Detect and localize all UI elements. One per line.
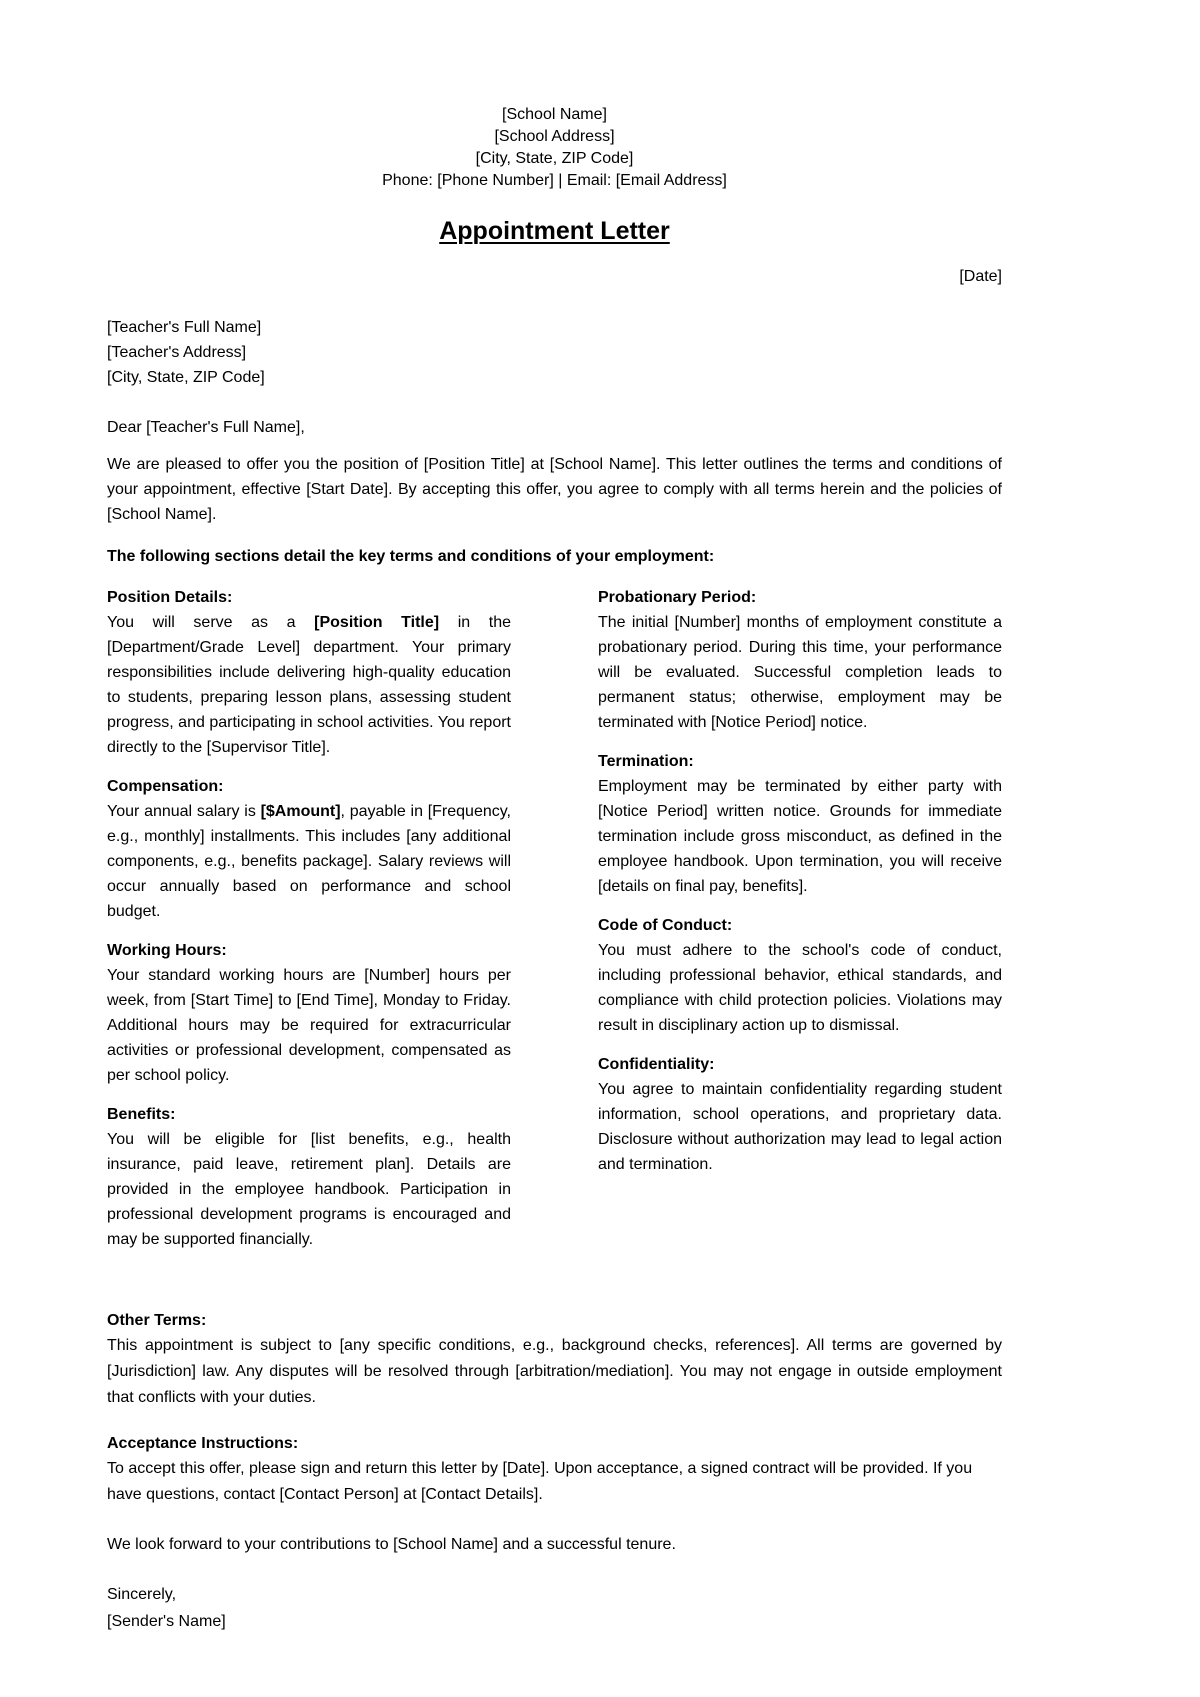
section-body: You agree to maintain confidentiality regarding student information, school operations, and proprietary data. Disclosure without authorization may lead to legal action and termination. [598, 1081, 1002, 1173]
intro-paragraph: We are pleased to offer you the position of [Position Title] at [School Name]. This letter outlines the terms and conditions of your appointment, effective [Start Date]. By accepting this offer, you agree to comply with all terms herein and the policies of [School Name]. [107, 456, 1002, 523]
section-heading: Position Details: [107, 589, 233, 606]
section-heading: Acceptance Instructions: [107, 1435, 299, 1452]
signoff-block [107, 1581, 1002, 1635]
text-line: [School Name] [502, 106, 607, 123]
section-heading: Benefits: [107, 1106, 176, 1123]
text-line: [City, State, ZIP Code] [107, 369, 265, 386]
text-line: [City, State, ZIP Code] [475, 150, 634, 167]
text-line: [Teacher's Address] [107, 344, 247, 361]
section-body: You will be eligible for [list benefits, e.g., health insurance, paid leave, retirement plan]. Details are provided in the employee handbook. Participation in professional development programs is encouraged and may be supported financially. [107, 1131, 511, 1248]
text-line: [Sender's Name] [107, 1613, 226, 1630]
salutation: Dear [Teacher's Full Name], [107, 419, 305, 436]
terms-section [598, 913, 1002, 1038]
page-title: Appointment Letter [439, 217, 670, 245]
terms-columns [107, 585, 1002, 1266]
terms-section [107, 774, 511, 924]
text-line: [School Address] [494, 128, 615, 145]
sections-lead-line: The following sections detail the key terms and conditions of your employment: [107, 548, 715, 565]
section-body: This appointment is subject to [any specific conditions, e.g., background checks, references]. All terms are governed by [Jurisdiction] law. Any disputes will be resolved through [arbitration/mediation]. You may not engage in outside employment that conflicts with your duties. [107, 1337, 1002, 1406]
section-heading: Confidentiality: [598, 1056, 715, 1073]
terms-section [107, 938, 511, 1088]
date-line: [Date] [959, 268, 1002, 285]
recipient-block [107, 315, 1002, 390]
section-body: To accept this offer, please sign and return this letter by [Date]. Upon acceptance, a signed contract will be provided. If you have questions, contact [Contact Person] at [Contact Details]. [107, 1460, 973, 1503]
terms-section [598, 1052, 1002, 1177]
section-body: Employment may be terminated by either party with [Notice Period] written notice. Grounds for immediate termination include gross misconduct, as defined in the employee handbook. Upon termination, you will receive [details on final pay, benefits]. [598, 778, 1002, 895]
other-terms-section [107, 1308, 1002, 1411]
text-line: [Teacher's Full Name] [107, 319, 262, 336]
section-body: Your standard working hours are [Number] hours per week, from [Start Time] to [End Time], Monday to Friday. Additional hours may be required for extracurricular activities or professional development, compensated as per school policy. [107, 967, 511, 1084]
terms-section [598, 749, 1002, 899]
section-body: You must adhere to the school's code of conduct, including professional behavior, ethical standards, and compliance with child protection policies. Violations may result in disciplinary action up to dismissal. [598, 942, 1002, 1034]
section-body: The initial [Number] months of employment constitute a probationary period. During this time, your performance will be evaluated. Successful completion leads to permanent status; otherwise, employment may be terminated with [Notice Period] notice. [598, 614, 1002, 731]
text-line: Phone: [Phone Number] | Email: [Email Address] [382, 172, 727, 189]
section-heading: Probationary Period: [598, 589, 757, 606]
section-heading: Compensation: [107, 778, 224, 795]
text-line: Sincerely, [107, 1586, 177, 1603]
terms-section [598, 585, 1002, 735]
terms-column-left [107, 585, 511, 1266]
closing-line: We look forward to your contributions to [School Name] and a successful tenure. [107, 1536, 676, 1553]
section-heading: Code of Conduct: [598, 917, 733, 934]
letterhead [107, 104, 1002, 192]
section-heading: Termination: [598, 753, 694, 770]
section-heading: Other Terms: [107, 1312, 207, 1329]
terms-section [107, 1102, 511, 1252]
section-body: You will serve as a [Position Title] in the [Department/Grade Level] department. Your primary responsibilities include delivering high-quality education to students, preparing lesson plans, assessing student progress, and participating in school activities. You report directly to the [Supervisor Title]. [107, 614, 511, 756]
section-body: Your annual salary is [$Amount], payable in [Frequency, e.g., monthly] installments. This includes [any additional components, e.g., benefits package]. Salary reviews will occur annually based on performance and school budget. [107, 803, 512, 920]
acceptance-instructions-section [107, 1431, 1002, 1508]
terms-column-right [598, 585, 1002, 1191]
section-heading: Working Hours: [107, 942, 227, 959]
terms-section [107, 585, 511, 760]
